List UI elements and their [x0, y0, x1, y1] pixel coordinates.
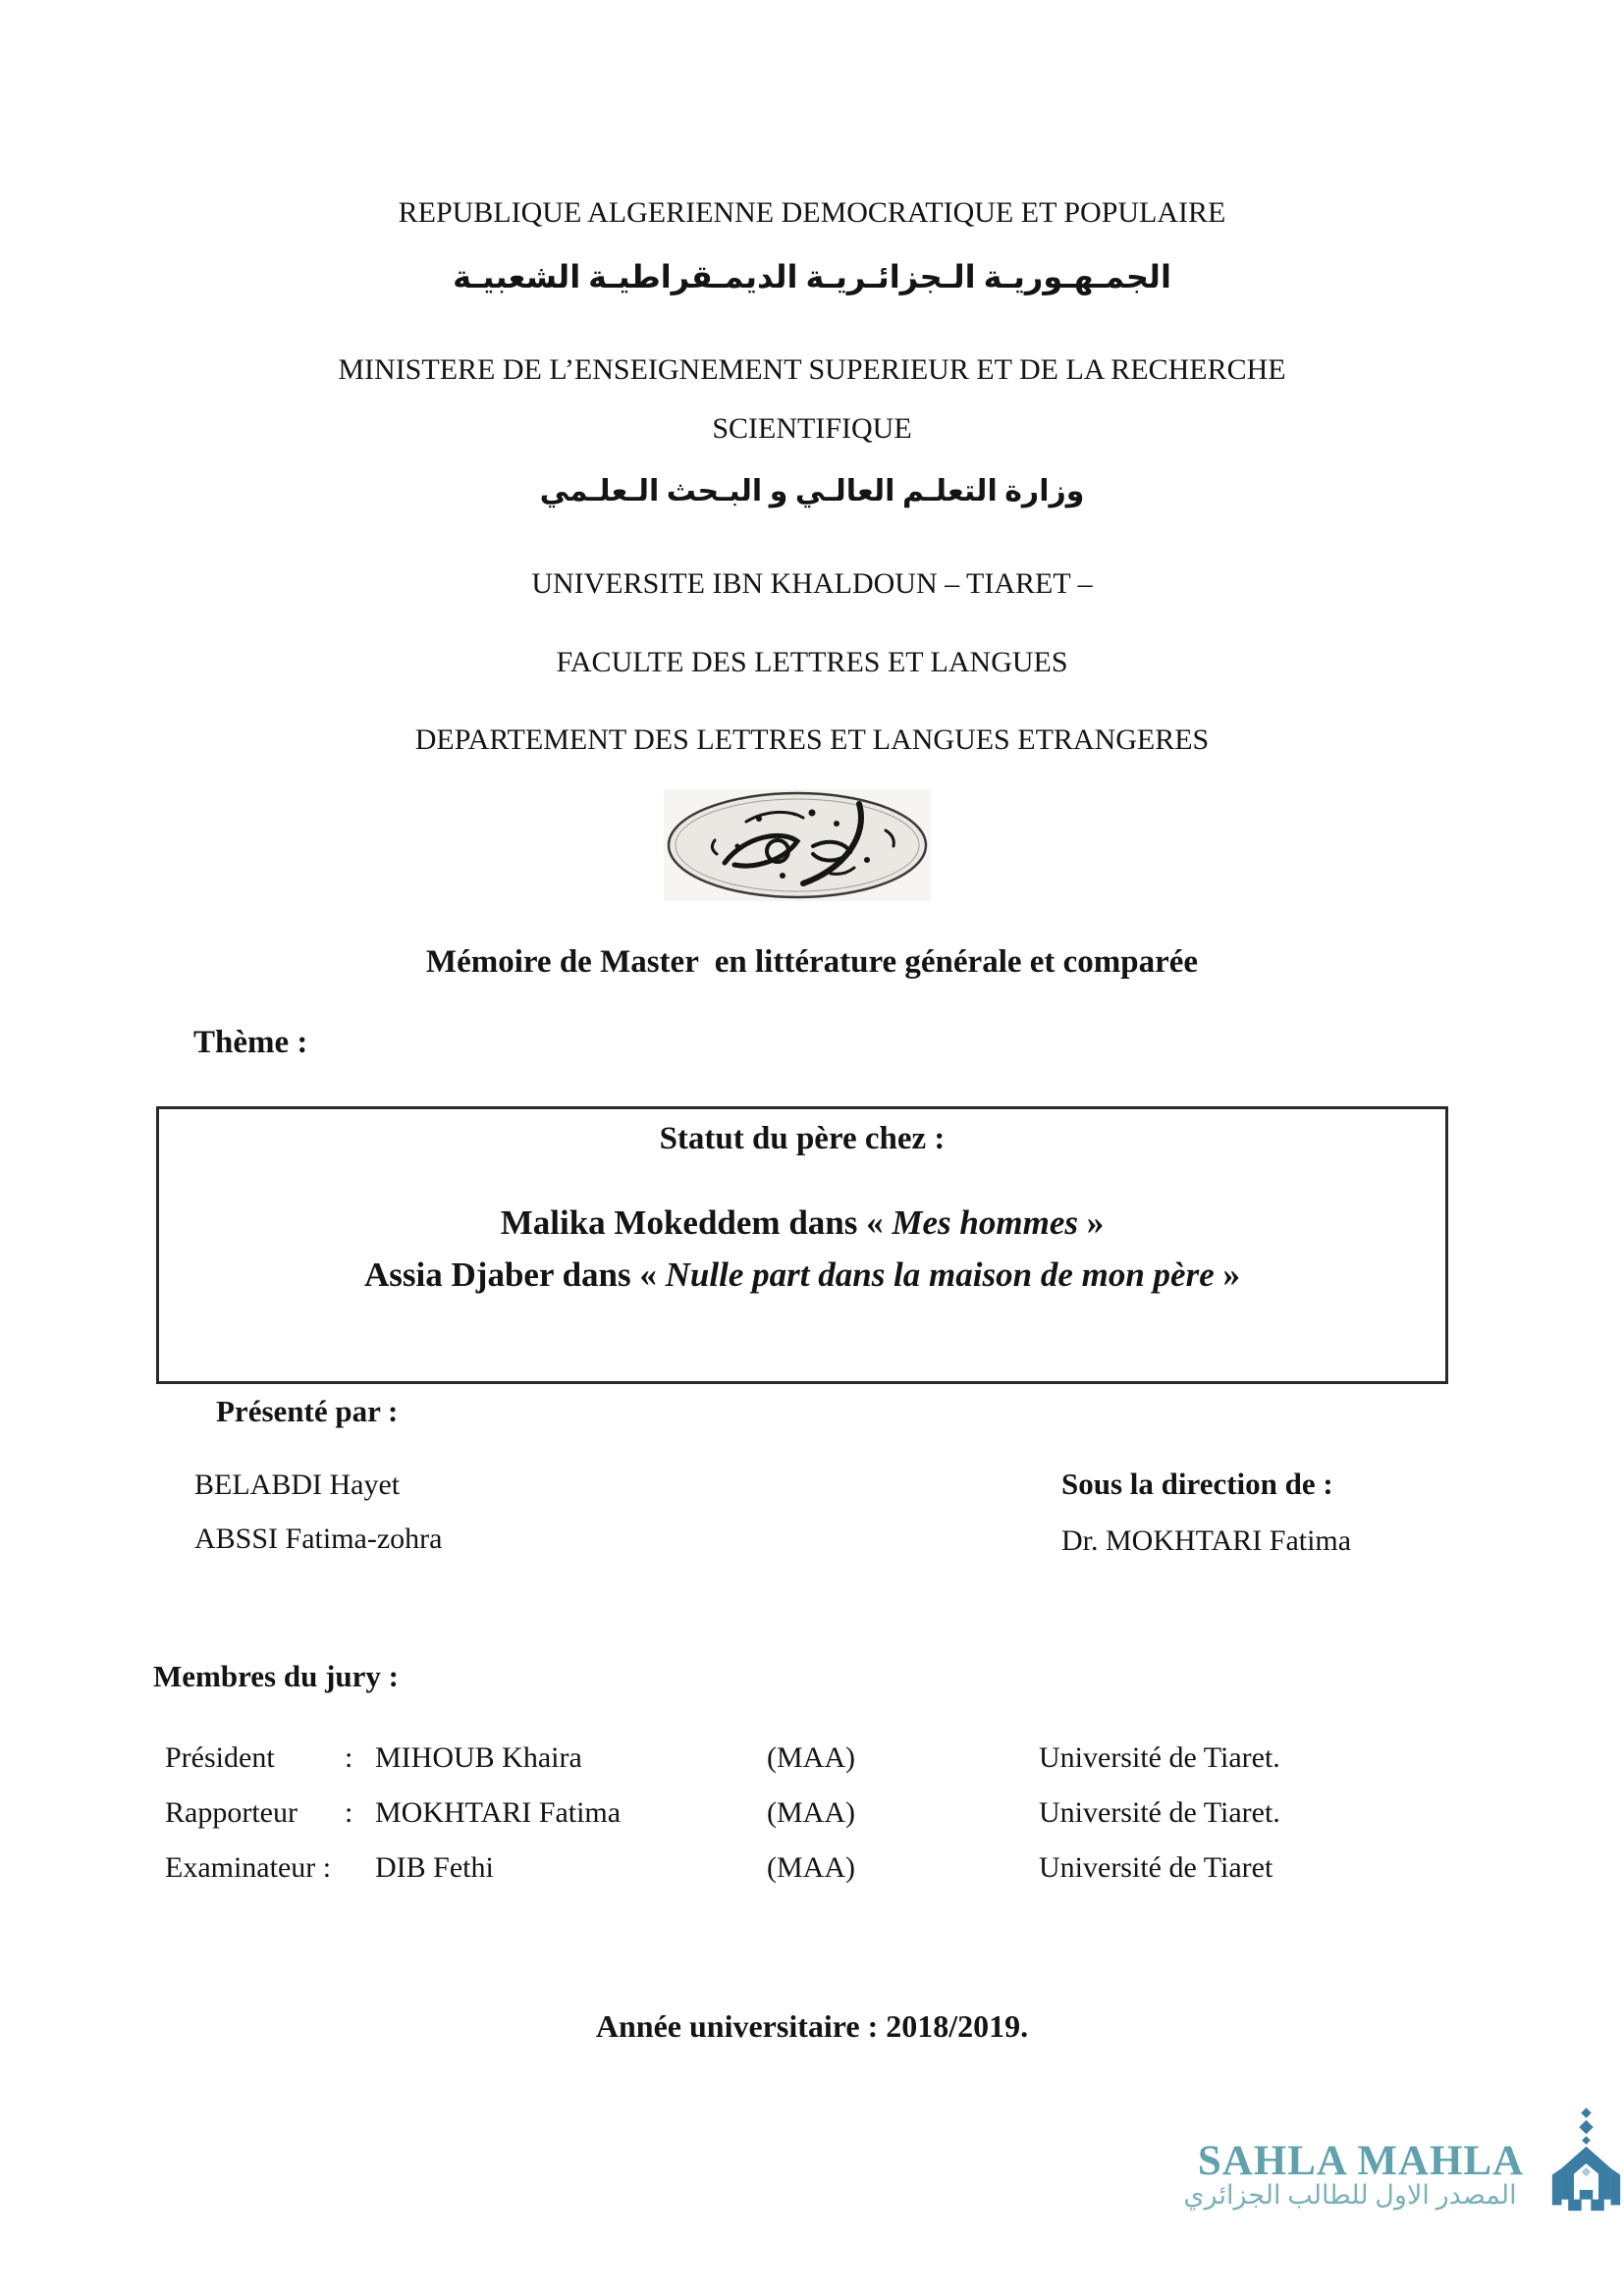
department-line: DEPARTEMENT DES LETTRES ET LANGUES ETRANGERES [414, 723, 1210, 756]
theme-box-line2: Assia Djaber dans « Nulle part dans la maison de mon père » [364, 1255, 1240, 1294]
jury-role: Rapporteur [165, 1796, 298, 1829]
degree-line: Mémoire de Master en littérature générale et comparée [425, 944, 1199, 980]
theme-box-title: Statut du père chez : [659, 1121, 946, 1156]
faculty-line: FACULTE DES LETTRES ET LANGUES [556, 646, 1068, 678]
academic-year-line: Année universitaire : 2018/2019. [595, 2008, 1029, 2044]
republic-line-fr: REPUBLIQUE ALGERIENNE DEMOCRATIQUE ET POPULAIRE [398, 196, 1226, 229]
presented-by-label: Présenté par : [216, 1394, 399, 1428]
jury-name: DIB Fethi [375, 1851, 494, 1884]
university-seal-logo [664, 789, 931, 901]
theme-box-line1: Malika Mokeddem dans « Mes hommes » [500, 1203, 1105, 1242]
supervision-label: Sous la direction de : [1061, 1467, 1333, 1501]
theme-box [156, 1106, 1448, 1384]
sahla-mahla-logo-icon [1548, 2107, 1624, 2220]
candidate-name-1: BELABDI Hayet [194, 1468, 401, 1501]
jury-colon: : [345, 1741, 353, 1774]
jury-colon: : [345, 1796, 353, 1829]
ministry-line-ar: وزارة التعلـم العالـي و البـحث الـعلـمي [539, 475, 1085, 507]
supervisor-name: Dr. MOKHTARI Fatima [1061, 1524, 1352, 1557]
candidate-name-2: ABSSI Fatima-zohra [194, 1522, 443, 1555]
jury-grade: (MAA) [767, 1851, 855, 1884]
jury-name: MOKHTARI Fatima [375, 1796, 622, 1829]
ministry-line-fr-2: SCIENTIFIQUE [712, 412, 912, 445]
ministry-line-fr-1: MINISTERE DE L’ENSEIGNEMENT SUPERIEUR ET DE LA RECHERCHE [338, 353, 1286, 386]
jury-role: Président [165, 1741, 275, 1774]
jury-colon [345, 1851, 375, 1906]
jury-university: Université de Tiaret. [1039, 1796, 1280, 1829]
jury-grade: (MAA) [767, 1796, 855, 1829]
republic-line-ar: الجمـهـوريـة الـجزائـريـة الديمـقراطيـة الشعبيـة [453, 259, 1171, 294]
jury-university: Université de Tiaret. [1039, 1741, 1280, 1774]
watermark-tagline-arabic: المصدر الاول للطالب الجزائري [1183, 2180, 1517, 2210]
jury-university: Université de Tiaret [1039, 1851, 1273, 1884]
jury-role: Examinateur : [165, 1851, 332, 1884]
watermark-brand-text: SAHLA MAHLA [1197, 2138, 1525, 2184]
theme-label: Thème : [193, 1025, 308, 1060]
jury-name: MIHOUB Khaira [375, 1741, 582, 1774]
jury-table [165, 1741, 1280, 1906]
jury-grade: (MAA) [767, 1741, 855, 1774]
jury-heading: Membres du jury : [153, 1659, 399, 1693]
university-line: UNIVERSITE IBN KHALDOUN – TIARET – [531, 567, 1093, 600]
